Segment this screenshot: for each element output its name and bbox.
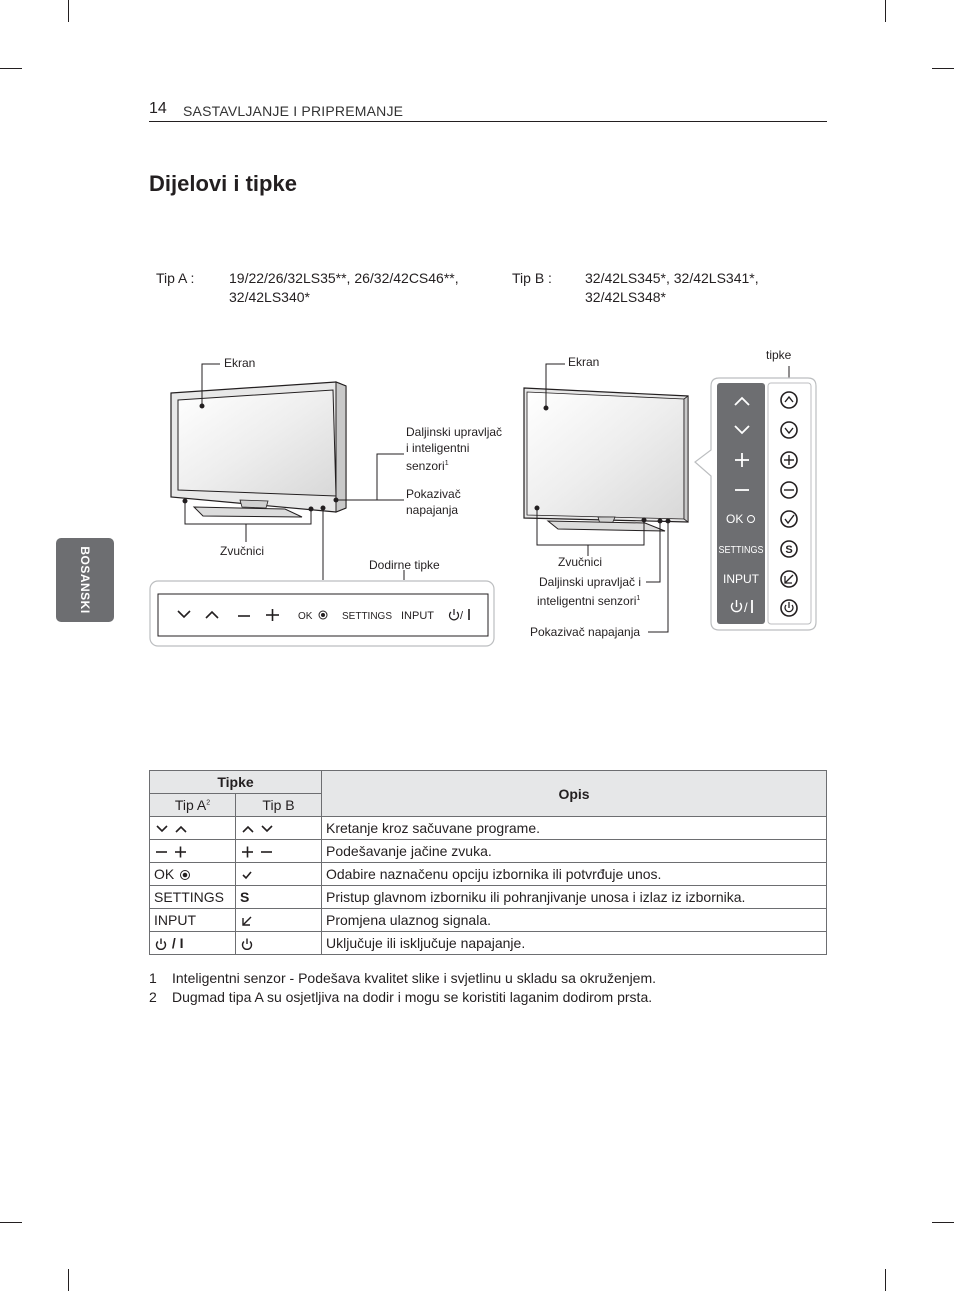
table-row: [150, 909, 827, 932]
power-icon: [154, 937, 168, 951]
type-b-cell: S: [236, 886, 322, 909]
table-row: [150, 932, 827, 955]
page-title: Dijelovi i tipke: [149, 171, 297, 196]
description-cell: Promjena ulaznog signala.: [322, 909, 827, 932]
tv-a-screen-label: Ekran: [224, 356, 256, 370]
input-arrow-icon: [240, 914, 254, 928]
ok-dot-icon: [178, 868, 192, 882]
footnote-text: Dugmad tipa A su osjetljiva na dodir i mogu se koristiti laganim dodirom prsta.: [172, 989, 653, 1005]
col-description: Opis: [322, 771, 827, 817]
tv-a-power-label-1: Pokazivač: [406, 487, 461, 501]
side-key-slash: /: [744, 600, 748, 615]
type-b-cell: [236, 909, 322, 932]
tv-a-illustration: [171, 382, 346, 517]
type-a-models-2: 32/42LS340*: [229, 289, 310, 305]
side-key-ok: OK: [726, 512, 744, 526]
col-type-b: Tip B: [236, 794, 322, 817]
tv-a-power-label-2: napajanja: [406, 503, 459, 517]
tv-a-speakers-label: Zvučnici: [220, 544, 265, 558]
tv-b-buttons-label: tipke: [766, 348, 792, 362]
touch-key-slash: /: [460, 610, 464, 622]
power-icon: [240, 937, 254, 951]
footnote-number: 2: [149, 989, 157, 1005]
crop-mark: [68, 1269, 69, 1291]
section-title: SASTAVLJANJE I PRIPREMANJE: [183, 103, 404, 119]
type-a-cell: INPUT: [150, 909, 236, 932]
type-b-models-1: 32/42LS345*, 32/42LS341*,: [585, 270, 759, 286]
type-a-label: Tip A :: [156, 270, 195, 286]
description-cell: Uključuje ili isključuje napajanje.: [322, 932, 827, 955]
page-number: 14: [149, 100, 167, 117]
tv-b-power-label: Pokazivač napajanja: [530, 625, 641, 639]
type-a-cell: SETTINGS: [150, 886, 236, 909]
language-tab-label: BOSANSKI: [78, 546, 92, 614]
crop-mark: [0, 1222, 22, 1223]
type-a-cell: [150, 817, 236, 840]
type-b-cell: [236, 932, 322, 955]
description-cell: Pristup glavnom izborniku ili pohranjivanje unosa i izlaz iz izbornika.: [322, 886, 827, 909]
description-cell: Odabire naznačenu opciju izbornika ili potvrđuje unos.: [322, 863, 827, 886]
table-row: [150, 886, 827, 909]
tv-a-remote-label-1: Daljinski upravljač: [406, 425, 503, 439]
type-a-cell: OK: [150, 863, 236, 886]
channel-up-down-icon: [240, 822, 280, 836]
tv-b-illustration: [524, 388, 688, 531]
type-b-models-2: 32/42LS348*: [585, 289, 666, 305]
tv-a-remote-label-3: senzori$^1$: [406, 459, 449, 473]
type-a-cell: [150, 840, 236, 863]
tv-a-remote-label-2: i inteligentni: [406, 441, 470, 455]
crop-mark: [932, 1222, 954, 1223]
table-row: [150, 840, 827, 863]
buttons-table: [149, 770, 827, 955]
side-key-settings: SETTINGS: [718, 545, 764, 556]
col-type-a: Tip $A^2$: [150, 794, 236, 817]
touch-key-input: INPUT: [401, 610, 434, 622]
checkmark-icon: [240, 868, 254, 882]
table-row: [150, 863, 827, 886]
footnote-text: Inteligentni senzor - Podešava kvalitet slike i svjetlinu u skladu sa okruženjem.: [172, 970, 657, 986]
channel-down-up-icon: [154, 822, 194, 836]
type-b-label: Tip B :: [512, 270, 552, 286]
tv-b-remote-label-2: inteligentni senzori$^1$: [537, 594, 641, 608]
type-b-cell: [236, 817, 322, 840]
crop-mark: [885, 1269, 886, 1291]
side-keys-panel: [695, 378, 816, 630]
tv-b-remote-label-1: Daljinski upravljač i: [539, 575, 642, 589]
minus-plus-icon: [154, 845, 194, 859]
description-cell: Podešavanje jačine zvuka.: [322, 840, 827, 863]
touch-key-ok: OK: [298, 611, 313, 622]
description-cell: Kretanje kroz sačuvane programe.: [322, 817, 827, 840]
table-row: [150, 817, 827, 840]
side-key-input: INPUT: [723, 572, 759, 586]
tv-b-screen-label: Ekran: [568, 355, 600, 369]
col-buttons: Tipke: [150, 771, 322, 794]
type-b-cell: [236, 863, 322, 886]
touch-key-settings: SETTINGS: [342, 611, 393, 622]
tv-b-speakers-label: Zvučnici: [558, 555, 603, 569]
footnote-number: 1: [149, 970, 157, 986]
tv-a-touch-keys-label: Dodirne tipke: [369, 558, 440, 572]
button-settings-glyph: S: [785, 544, 793, 556]
plus-minus-icon: [240, 845, 280, 859]
type-a-cell: / I: [150, 932, 236, 955]
type-b-cell: [236, 840, 322, 863]
type-a-models-1: 19/22/26/32LS35**, 26/32/42CS46**,: [229, 270, 459, 286]
